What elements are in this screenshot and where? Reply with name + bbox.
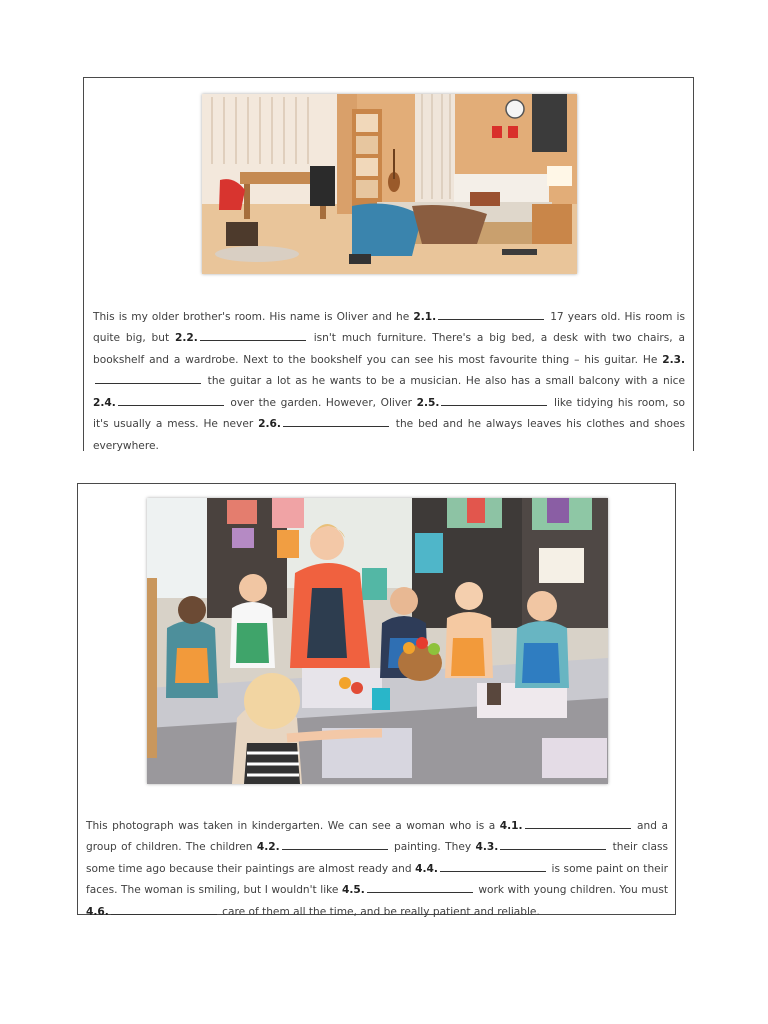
room-paragraph — [93, 307, 685, 458]
passage-text: 17 years old. His room is quite big, but — [93, 310, 686, 345]
item-number: 4.1. — [499, 819, 523, 832]
answer-blank[interactable] — [525, 819, 631, 829]
passage-text: is some paint on their faces. The woman is smiling, but I wouldn't like — [86, 862, 668, 897]
answer-blank[interactable] — [282, 840, 388, 850]
passage-text: their class some time ago because their paintings are almost ready and — [86, 841, 668, 875]
answer-blank[interactable] — [441, 396, 547, 406]
passage-text: work with young children. You must — [474, 884, 668, 897]
item-number: 2.4. — [93, 396, 116, 409]
item-number: 4.4. — [415, 862, 438, 875]
item-number: 4.6. — [86, 905, 109, 918]
passage-text: the bed and he always leaves his clothes and shoes everywhere. — [93, 418, 686, 452]
item-number: 4.3. — [475, 841, 499, 854]
passage-text: like tidying his room, so it's usually a mess. He never — [93, 396, 686, 431]
item-number: 2.6. — [258, 418, 281, 431]
answer-blank[interactable] — [111, 905, 217, 915]
passage-text: over the garden. However, Oliver — [225, 396, 417, 409]
item-number: 4.5. — [341, 884, 365, 897]
answer-blank[interactable] — [95, 374, 201, 384]
answer-blank[interactable] — [118, 396, 224, 406]
passage-text: the guitar a lot as he wants to be a musician. He also has a small balcony with a nice — [203, 375, 685, 388]
item-number: 2.3. — [662, 353, 685, 366]
kindergarten-photo — [147, 498, 608, 784]
passage-text: and a group of children. The children — [86, 819, 668, 854]
item-number: 4.2. — [256, 841, 280, 854]
kindergarten-paragraph — [86, 816, 668, 924]
item-number: 2.5. — [416, 396, 440, 409]
item-number: 2.1. — [413, 310, 437, 323]
answer-blank[interactable] — [200, 331, 306, 341]
passage-text: This photograph was taken in kindergarten. We can see a woman who is a — [86, 819, 500, 832]
answer-blank[interactable] — [438, 310, 544, 320]
answer-blank[interactable] — [367, 883, 473, 893]
passage-text: care of them all the time, and be really patient and reliable. — [218, 905, 540, 918]
exercise-card-room — [83, 77, 694, 451]
answer-blank[interactable] — [500, 840, 606, 850]
answer-blank[interactable] — [440, 862, 546, 872]
exercise-card-kindergarten — [77, 483, 676, 918]
passage-text: painting. They — [389, 841, 476, 854]
answer-blank[interactable] — [283, 417, 389, 427]
item-number: 2.2. — [175, 332, 198, 345]
bedroom-photo — [202, 94, 577, 274]
passage-text: This is my older brother's room. His name is Oliver and he — [93, 310, 414, 323]
passage-text: isn't much furniture. There's a big bed, a desk with two chairs, a bookshelf and a wardrobe. Next to the bookshelf you can see his most favourite thing – his guitar. He — [93, 332, 685, 366]
